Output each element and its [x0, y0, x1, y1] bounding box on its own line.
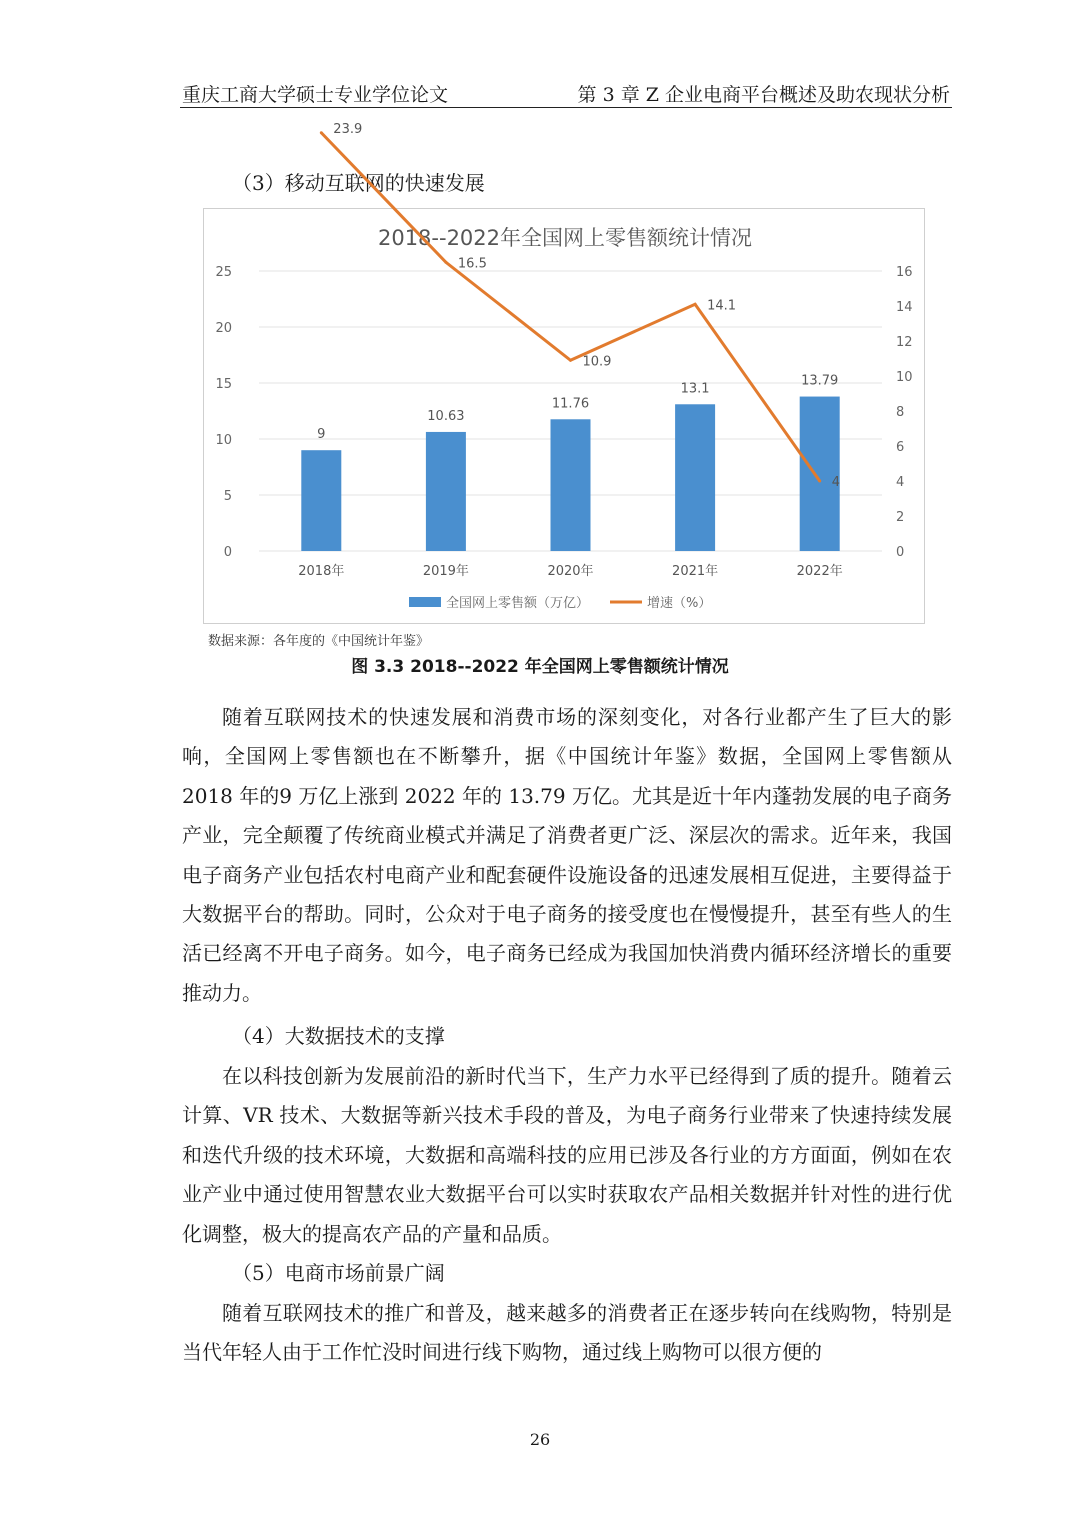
x-tick-label: 2018年 [298, 564, 345, 579]
growth-rate-point [818, 480, 821, 483]
x-tick-label: 2022年 [796, 564, 843, 579]
page-number: 26 [529, 1430, 551, 1449]
legend-label-line: 增速（%） [647, 596, 712, 611]
bar-data-label: 13.79 [801, 373, 839, 389]
bar [675, 404, 715, 551]
y-right-tick-label: 10 [896, 370, 913, 385]
y-right-tick-label: 2 [896, 510, 905, 525]
y-right-tick-label: 16 [896, 265, 913, 280]
bar-data-label: 9 [317, 427, 326, 443]
y-right-tick-label: 4 [896, 475, 905, 490]
section-3-heading: （3）移动互联网的快速发展 [232, 171, 485, 195]
y-right-tick-label: 12 [896, 335, 913, 350]
bar [800, 397, 840, 551]
y-right-tick-label: 0 [896, 545, 905, 560]
y-left-tick-label: 0 [223, 545, 232, 560]
line-data-label: 14.1 [707, 298, 737, 314]
y-left-tick-label: 25 [215, 265, 232, 280]
growth-rate-point [320, 131, 323, 134]
bar-data-label: 11.76 [551, 396, 590, 412]
running-header-right: 第 3 章 Z 企业电商平台概述及助农现状分析 [577, 84, 950, 106]
legend-swatch-bar [409, 597, 441, 607]
line-data-label: 16.5 [457, 256, 487, 272]
x-tick-label: 2020年 [547, 564, 594, 579]
bar-data-label: 13.1 [680, 381, 710, 397]
paragraph-1: 随着互联网技术的快速发展和消费市场的深刻变化，对各行业都产生了巨大的影响，全国网上零售额也在不断攀升，据《中国统计年鉴》数据，全国网上零售额从 2018 年的9 万亿上涨到 2022 年的 13.79 万亿。尤其是近十年内蓬勃发展的电子商务产业，完全颠覆了传统商业模式并满足了消费者更广泛、深层次的需求。近年来，我国电子商务产业包括农村电商产业和配套硬件设施设备的迅速发展相互促进，主要得益于大数据平台的帮助。同时，公众对于电子商务的接受度也在慢慢提升，甚至有些人的生活已经离不开电子商务。如今，电子商务已经成为我国加快消费内循环经济增长的重要推动力。 [182, 705, 952, 1005]
paragraph-2: 在以科技创新为发展前沿的新时代当下，生产力水平已经得到了质的提升。随着云计算、VR 技术、大数据等新兴技术手段的普及，为电子商务行业带来了快速持续发展和迭代升级的技术环境，大数据和高端科技的应用已涉及各行业的方方面面，例如在农业产业中通过使用智慧农业大数据平台可以实时获取农产品相关数据并针对性的进行优化调整，极大的提高农产品的产量和品质。 [182, 1064, 952, 1246]
chart-title: 2018--2022年全国网上零售额统计情况 [377, 226, 753, 250]
growth-rate-point [569, 359, 572, 362]
bar [301, 450, 341, 551]
y-right-tick-label: 8 [896, 405, 905, 420]
header-rule [180, 107, 952, 108]
y-left-tick-label: 10 [215, 433, 232, 448]
bar [426, 432, 466, 551]
bar [551, 419, 591, 551]
paragraph-3: 随着互联网技术的推广和普及，越来越多的消费者正在逐步转向在线购物，特别是当代年轻人由于工作忙没时间进行线下购物，通过线上购物可以很方便的 [182, 1301, 952, 1365]
legend-label-bar: 全国网上零售额（万亿） [446, 596, 590, 611]
data-source-note: 数据来源：各年度的《中国统计年鉴》 [208, 634, 430, 649]
running-header-left: 重庆工商大学硕士专业学位论文 [182, 84, 449, 106]
y-right-tick-label: 14 [896, 300, 913, 315]
y-left-tick-label: 15 [215, 377, 232, 392]
line-data-label: 23.9 [333, 121, 363, 137]
y-left-tick-label: 20 [215, 321, 232, 336]
section-5-heading: （5）电商市场前景广阔 [232, 1261, 445, 1285]
y-left-tick-label: 5 [223, 489, 232, 504]
figure-caption: 图 3.3 2018--2022 年全国网上零售额统计情况 [351, 657, 729, 677]
growth-rate-point [444, 261, 447, 264]
bar-data-label: 10.63 [427, 408, 465, 424]
y-right-tick-label: 6 [896, 440, 905, 455]
growth-rate-point [694, 303, 697, 306]
section-4-heading: （4）大数据技术的支撑 [232, 1024, 445, 1048]
x-tick-label: 2021年 [672, 564, 719, 579]
x-tick-label: 2019年 [422, 564, 469, 579]
line-data-label: 10.9 [582, 354, 612, 370]
line-data-label: 4 [831, 475, 840, 490]
